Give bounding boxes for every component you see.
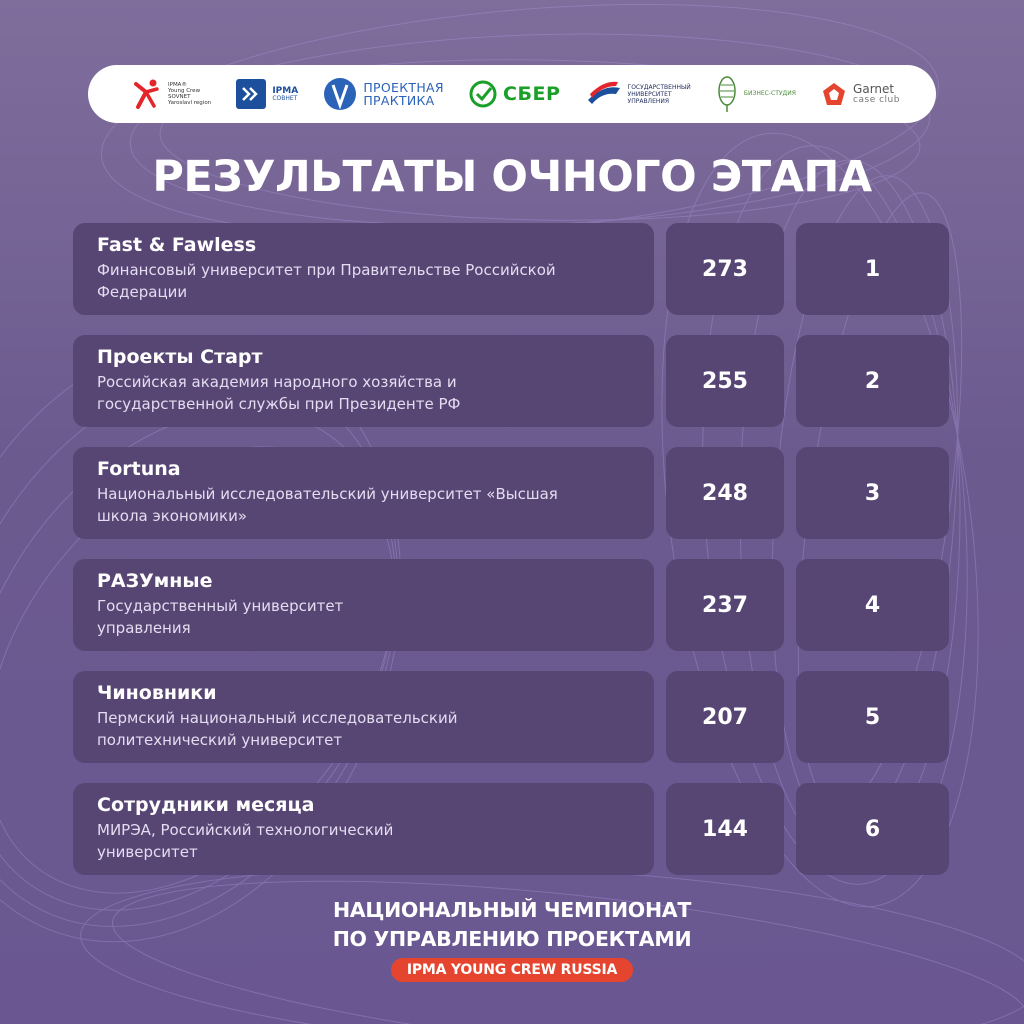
- biznes-studiya-logo: [716, 75, 796, 113]
- team-name: РАЗУмные: [97, 570, 213, 592]
- result-row: [73, 447, 949, 539]
- score-value: 237: [666, 559, 784, 651]
- page-title: РЕЗУЛЬТАТЫ ОЧНОГО ЭТАПА: [152, 152, 872, 202]
- score-value: 144: [666, 783, 784, 875]
- team-name: Проекты Старт: [97, 346, 263, 368]
- result-row: [73, 783, 949, 875]
- sovnet-logo: [236, 79, 298, 109]
- team-university: Российская академия народного хозяйства и государственной службы при Президенте РФ: [97, 373, 461, 413]
- sber-label: СБЕР: [503, 83, 561, 105]
- sovnet-icon: [236, 79, 266, 109]
- region-line: Yaroslavl region: [168, 100, 212, 106]
- team-name: Fortuna: [97, 458, 181, 480]
- ipma-line: IPMA®: [168, 82, 187, 88]
- ipma-young-crew-logo: [132, 78, 211, 110]
- place-value: 5: [796, 671, 949, 763]
- guu-line-2: УНИВЕРСИТЕТ: [627, 90, 672, 98]
- result-row: [73, 223, 949, 315]
- team-name: Fast & Fawless: [97, 234, 257, 256]
- team-card: [73, 559, 654, 651]
- ipma-young-crew-badge: IPMA YOUNG CREW RUSSIA: [391, 958, 633, 982]
- guu-line-3: УПРАВЛЕНИЯ: [627, 97, 670, 105]
- team-name: Сотрудники месяца: [97, 794, 315, 816]
- place-value: 2: [796, 335, 949, 427]
- place-value: 6: [796, 783, 949, 875]
- team-university: Финансовый университет при Правительстве Российской Федерации: [97, 261, 556, 301]
- score-value: 273: [666, 223, 784, 315]
- guu-logo: [586, 80, 691, 108]
- sber-icon: [469, 80, 497, 108]
- garnet-line-2: case club: [853, 95, 900, 105]
- team-university: МИРЭА, Российский технологический университет: [97, 821, 394, 861]
- garnet-icon: [821, 81, 847, 107]
- garnet-line-1: Garnet: [853, 82, 895, 96]
- team-university: Пермский национальный исследовательский политехнический университет: [97, 709, 458, 749]
- guu-line-1: ГОСУДАРСТВЕННЫЙ: [627, 83, 691, 91]
- sovnet-label: СОВНЕТ: [272, 95, 298, 102]
- team-card: [73, 335, 654, 427]
- ipma-brand: IPMA: [272, 86, 299, 96]
- guu-icon: [586, 80, 622, 108]
- young-crew-line: Young Crew: [168, 88, 201, 94]
- results-list: [73, 223, 949, 895]
- proektnaya-praktika-icon: [323, 77, 357, 111]
- ipma-young-crew-icon: [132, 78, 162, 110]
- team-card: [73, 783, 654, 875]
- result-row: [73, 559, 949, 651]
- score-value: 207: [666, 671, 784, 763]
- team-card: [73, 223, 654, 315]
- pp-line-1: ПРОЕКТНАЯ: [363, 80, 444, 95]
- score-value: 248: [666, 447, 784, 539]
- team-name: Чиновники: [97, 682, 217, 704]
- proektnaya-praktika-logo: [323, 77, 444, 111]
- sovnet-line: SOVNET: [168, 94, 191, 100]
- team-card: [73, 447, 654, 539]
- championship-title-line-2: ПО УПРАВЛЕНИЮ ПРОЕКТАМИ: [332, 927, 692, 951]
- pp-line-2: ПРАКТИКА: [363, 93, 435, 108]
- footer: [0, 896, 1024, 982]
- place-value: 4: [796, 559, 949, 651]
- pine-cone-icon: [716, 75, 738, 113]
- result-row: [73, 671, 949, 763]
- team-university: Национальный исследовательский университет «Высшая школа экономики»: [97, 485, 558, 525]
- sponsor-logo-bar: [88, 65, 936, 123]
- score-value: 255: [666, 335, 784, 427]
- team-card: [73, 671, 654, 763]
- biznes-studiya-label: БИЗНЕС-СТУДИЯ: [743, 90, 796, 97]
- garnet-logo: [821, 81, 900, 107]
- team-university: Государственный университет управления: [97, 597, 344, 637]
- result-row: [73, 335, 949, 427]
- sber-logo: [469, 80, 560, 108]
- championship-title-line-1: НАЦИОНАЛЬНЫЙ ЧЕМПИОНАТ: [332, 898, 692, 922]
- place-value: 3: [796, 447, 949, 539]
- place-value: 1: [796, 223, 949, 315]
